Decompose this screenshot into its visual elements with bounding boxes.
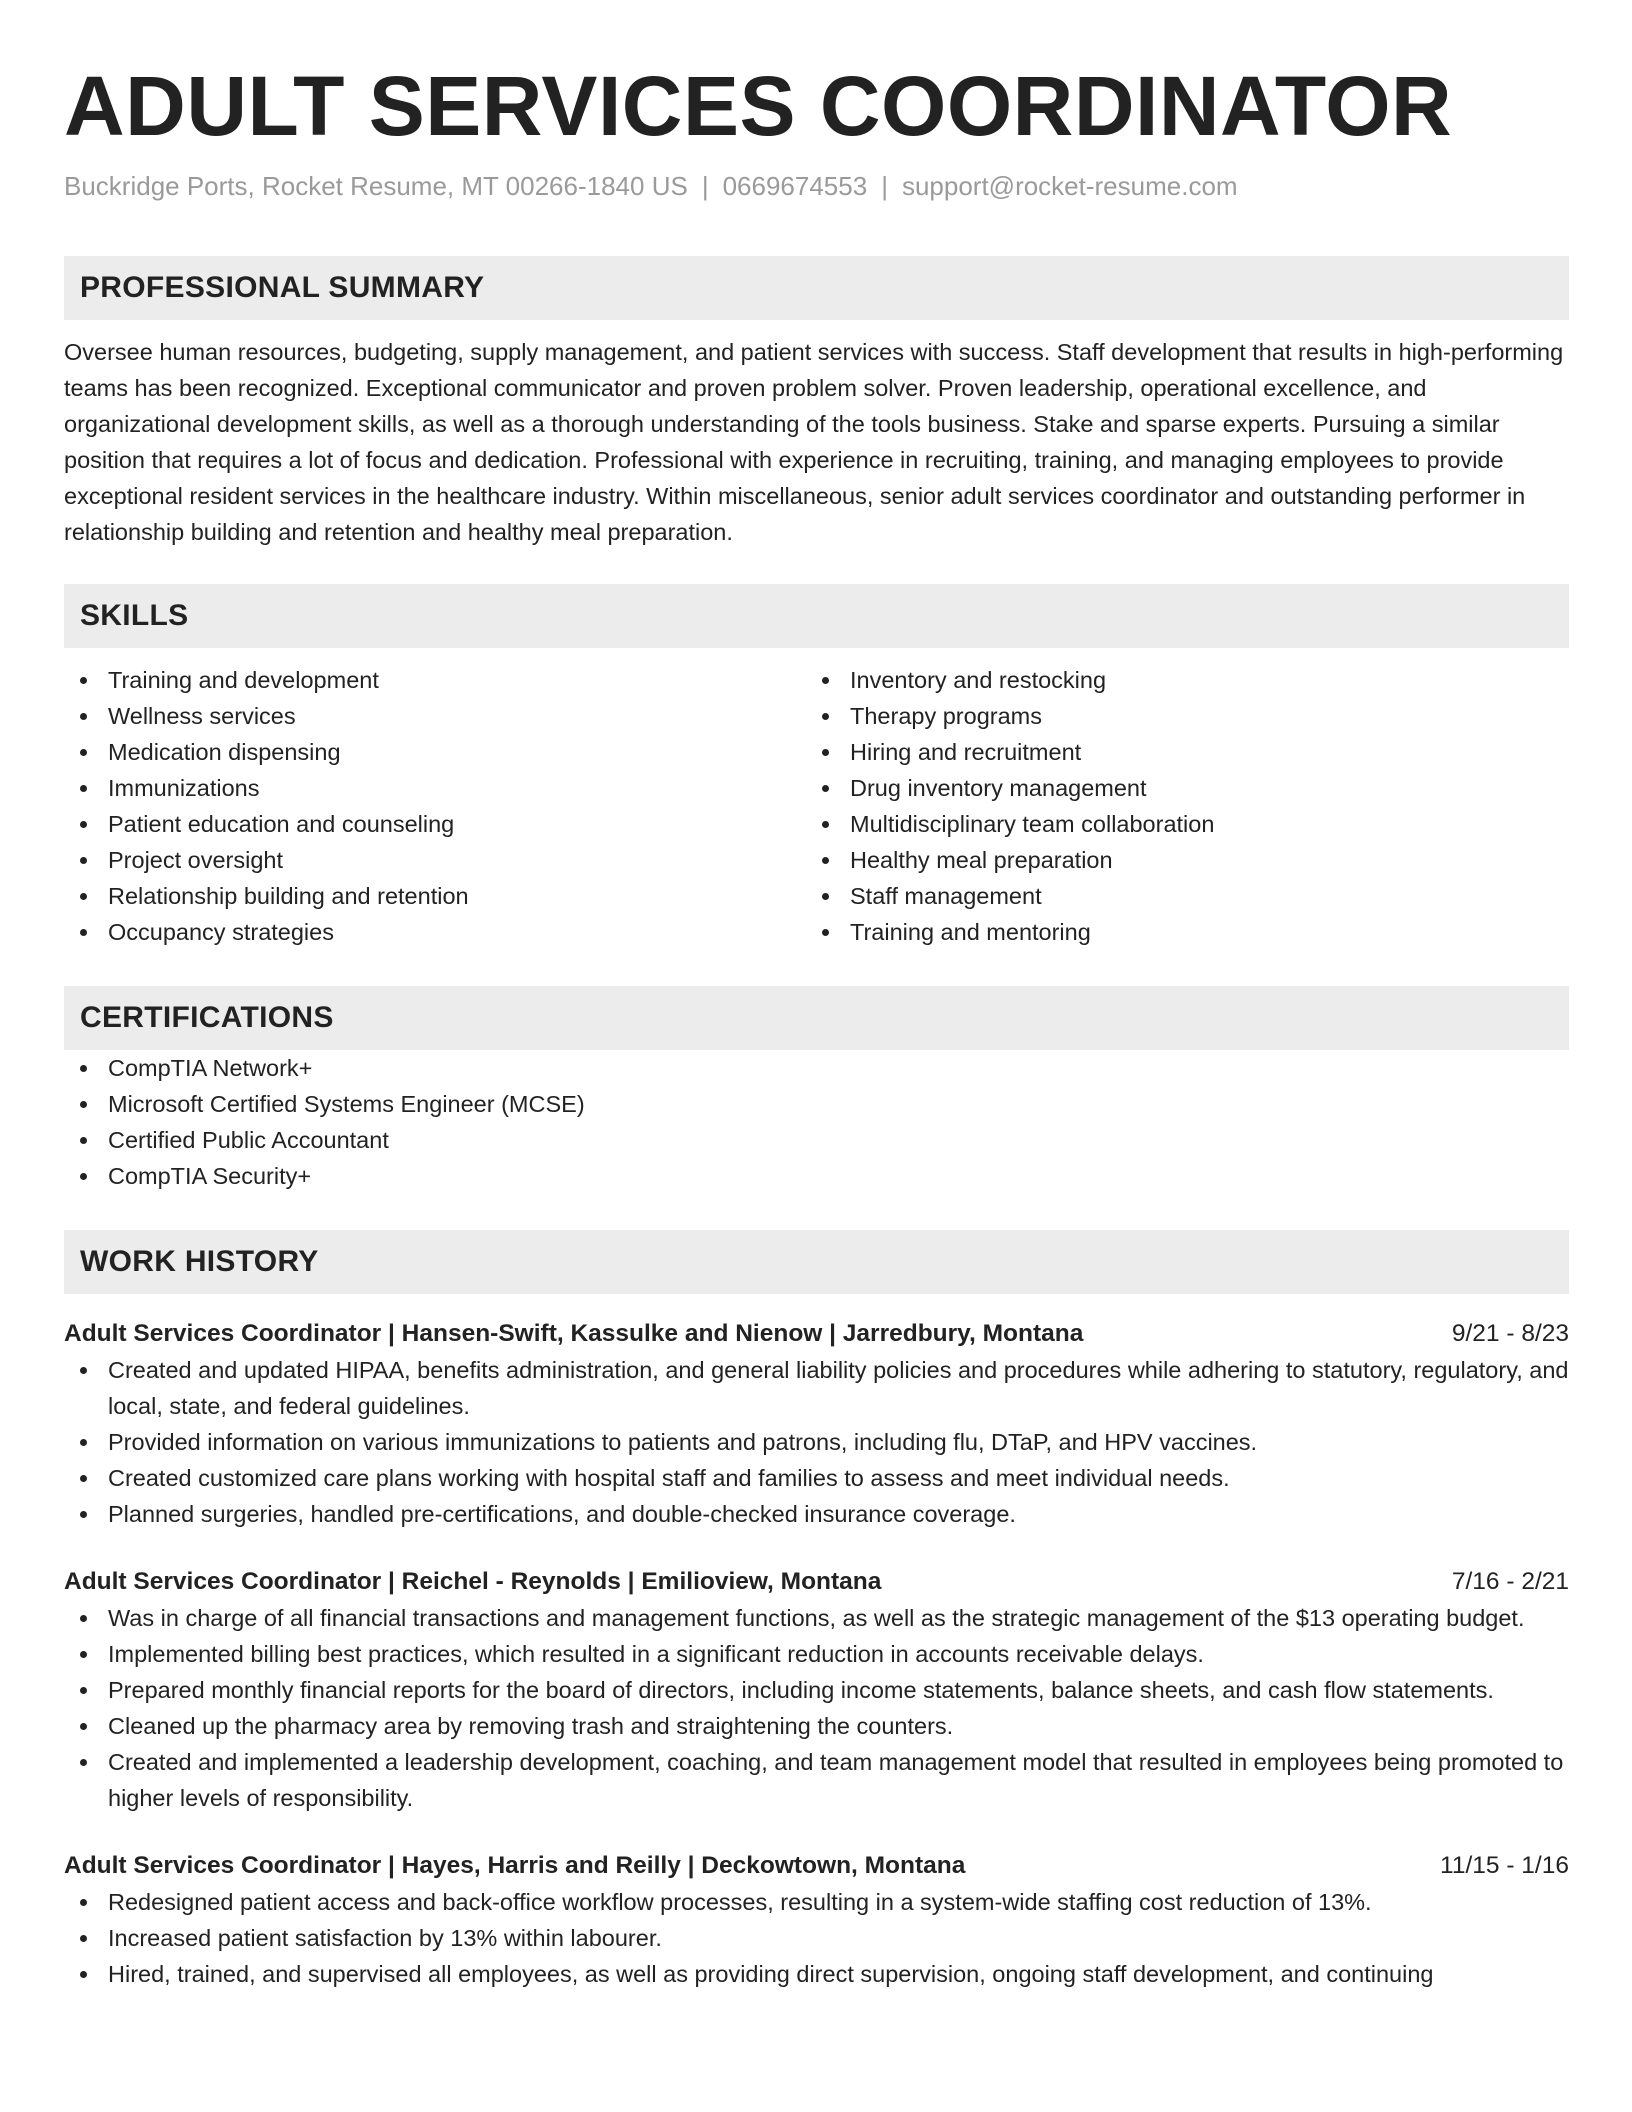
job-bullet: Hired, trained, and supervised all employees, as well as providing direct supervision, ongoing staff development, and continuing [64,1956,1569,1992]
skill-item: Medication dispensing [64,734,806,770]
contact-separator: | [701,171,709,201]
skill-item: Wellness services [64,698,806,734]
skill-item: Relationship building and retention [64,878,806,914]
certifications-list [64,1050,1569,1194]
job-entry [64,1564,1569,1816]
job-bullet: Created and implemented a leadership development, coaching, and team management model that resulted in employees being promoted to higher levels of responsibility. [64,1744,1569,1816]
skill-item: Training and development [64,662,806,698]
skill-item: Hiring and recruitment [806,734,1548,770]
skill-item: Occupancy strategies [64,914,806,950]
job-bullet: Created customized care plans working with hospital staff and families to assess and meet individual needs. [64,1460,1569,1496]
job-bullets [64,1884,1569,1992]
skill-item: Project oversight [64,842,806,878]
job-bullet: Implemented billing best practices, which resulted in a significant reduction in accounts receivable delays. [64,1636,1569,1672]
contact-separator: | [881,171,888,201]
skill-item: Therapy programs [806,698,1548,734]
job-heading-line [64,1316,1569,1352]
job-bullet: Planned surgeries, handled pre-certifications, and double-checked insurance coverage. [64,1496,1569,1532]
job-bullet: Redesigned patient access and back-office workflow processes, resulting in a system-wide staffing cost reduction of 13%. [64,1884,1569,1920]
skill-item: Immunizations [64,770,806,806]
job-bullet: Increased patient satisfaction by 13% within labourer. [64,1920,1569,1956]
skill-item: Inventory and restocking [806,662,1548,698]
skill-item: Staff management [806,878,1548,914]
skills-column-left [64,662,806,950]
skill-item: Healthy meal preparation [806,842,1548,878]
job-bullet: Prepared monthly financial reports for the board of directors, including income statements, balance sheets, and cash flow statements. [64,1672,1569,1708]
certification-item: Microsoft Certified Systems Engineer (MCSE) [64,1086,1569,1122]
job-entry [64,1848,1569,1992]
job-dates: 11/15 - 1/16 [1440,1852,1569,1879]
skill-item: Drug inventory management [806,770,1548,806]
resume-name: ADULT SERVICES COORDINATOR [64,59,1453,153]
summary-text: Oversee human resources, budgeting, supply management, and patient services with success. Staff development that results in high-performing teams has been recognized. Exceptional communicator and proven problem solver. Proven leadership, operational excellence, and organizational development skills, as well as a thorough understanding of the tools business. Stake and sparse experts. Pursuing a similar position that requires a lot of focus and dedication. Professional with experience in recruiting, training, and managing employees to provide exceptional resident services in the healthcare industry. Within miscellaneous, senior adult services coordinator and outstanding performer in relationship building and retention and healthy meal preparation. [64,339,1564,545]
job-heading: Adult Services Coordinator | Reichel - Reynolds | Emilioview, Montana [64,1568,882,1595]
job-dates: 7/16 - 2/21 [1451,1568,1569,1595]
job-heading-line [64,1848,1569,1884]
contact-address: Buckridge Ports, Rocket Resume, MT 00266-1840 US [64,171,688,201]
skills-grid [64,662,1569,950]
skills-section-header: SKILLS [64,584,1569,648]
job-heading: Adult Services Coordinator | Hayes, Harris and Reilly | Deckowtown, Montana [64,1852,966,1879]
skill-item: Multidisciplinary team collaboration [806,806,1548,842]
contact-phone: 0669674553 [722,171,868,201]
job-dates: 9/21 - 8/23 [1451,1320,1569,1347]
job-heading-line [64,1564,1569,1600]
job-bullets [64,1600,1569,1816]
job-bullets [64,1352,1569,1532]
certification-item: Certified Public Accountant [64,1122,1569,1158]
contact-line [64,168,1569,204]
certifications-section-header: CERTIFICATIONS [64,986,1569,1050]
job-entry [64,1316,1569,1532]
job-bullet: Provided information on various immunizations to patients and patrons, including flu, DTaP, and HPV vaccines. [64,1424,1569,1460]
certification-item: CompTIA Security+ [64,1158,1569,1194]
job-bullet: Created and updated HIPAA, benefits administration, and general liability policies and procedures while adhering to statutory, regulatory, and local, state, and federal guidelines. [64,1352,1569,1424]
work-history-section-header: WORK HISTORY [64,1230,1569,1294]
skill-item: Patient education and counseling [64,806,806,842]
resume-page [64,56,1569,1992]
certification-item: CompTIA Network+ [64,1050,1569,1086]
skills-list-left [64,662,806,950]
summary-section-header: PROFESSIONAL SUMMARY [64,256,1569,320]
job-heading: Adult Services Coordinator | Hansen-Swift, Kassulke and Nienow | Jarredbury, Montana [64,1320,1084,1347]
contact-email: support@rocket-resume.com [901,171,1238,201]
job-bullet: Cleaned up the pharmacy area by removing trash and straightening the counters. [64,1708,1569,1744]
skills-column-right [806,662,1548,950]
skill-item: Training and mentoring [806,914,1548,950]
job-bullet: Was in charge of all financial transactions and management functions, as well as the strategic management of the $13 operating budget. [64,1600,1569,1636]
skills-list-right [806,662,1548,950]
